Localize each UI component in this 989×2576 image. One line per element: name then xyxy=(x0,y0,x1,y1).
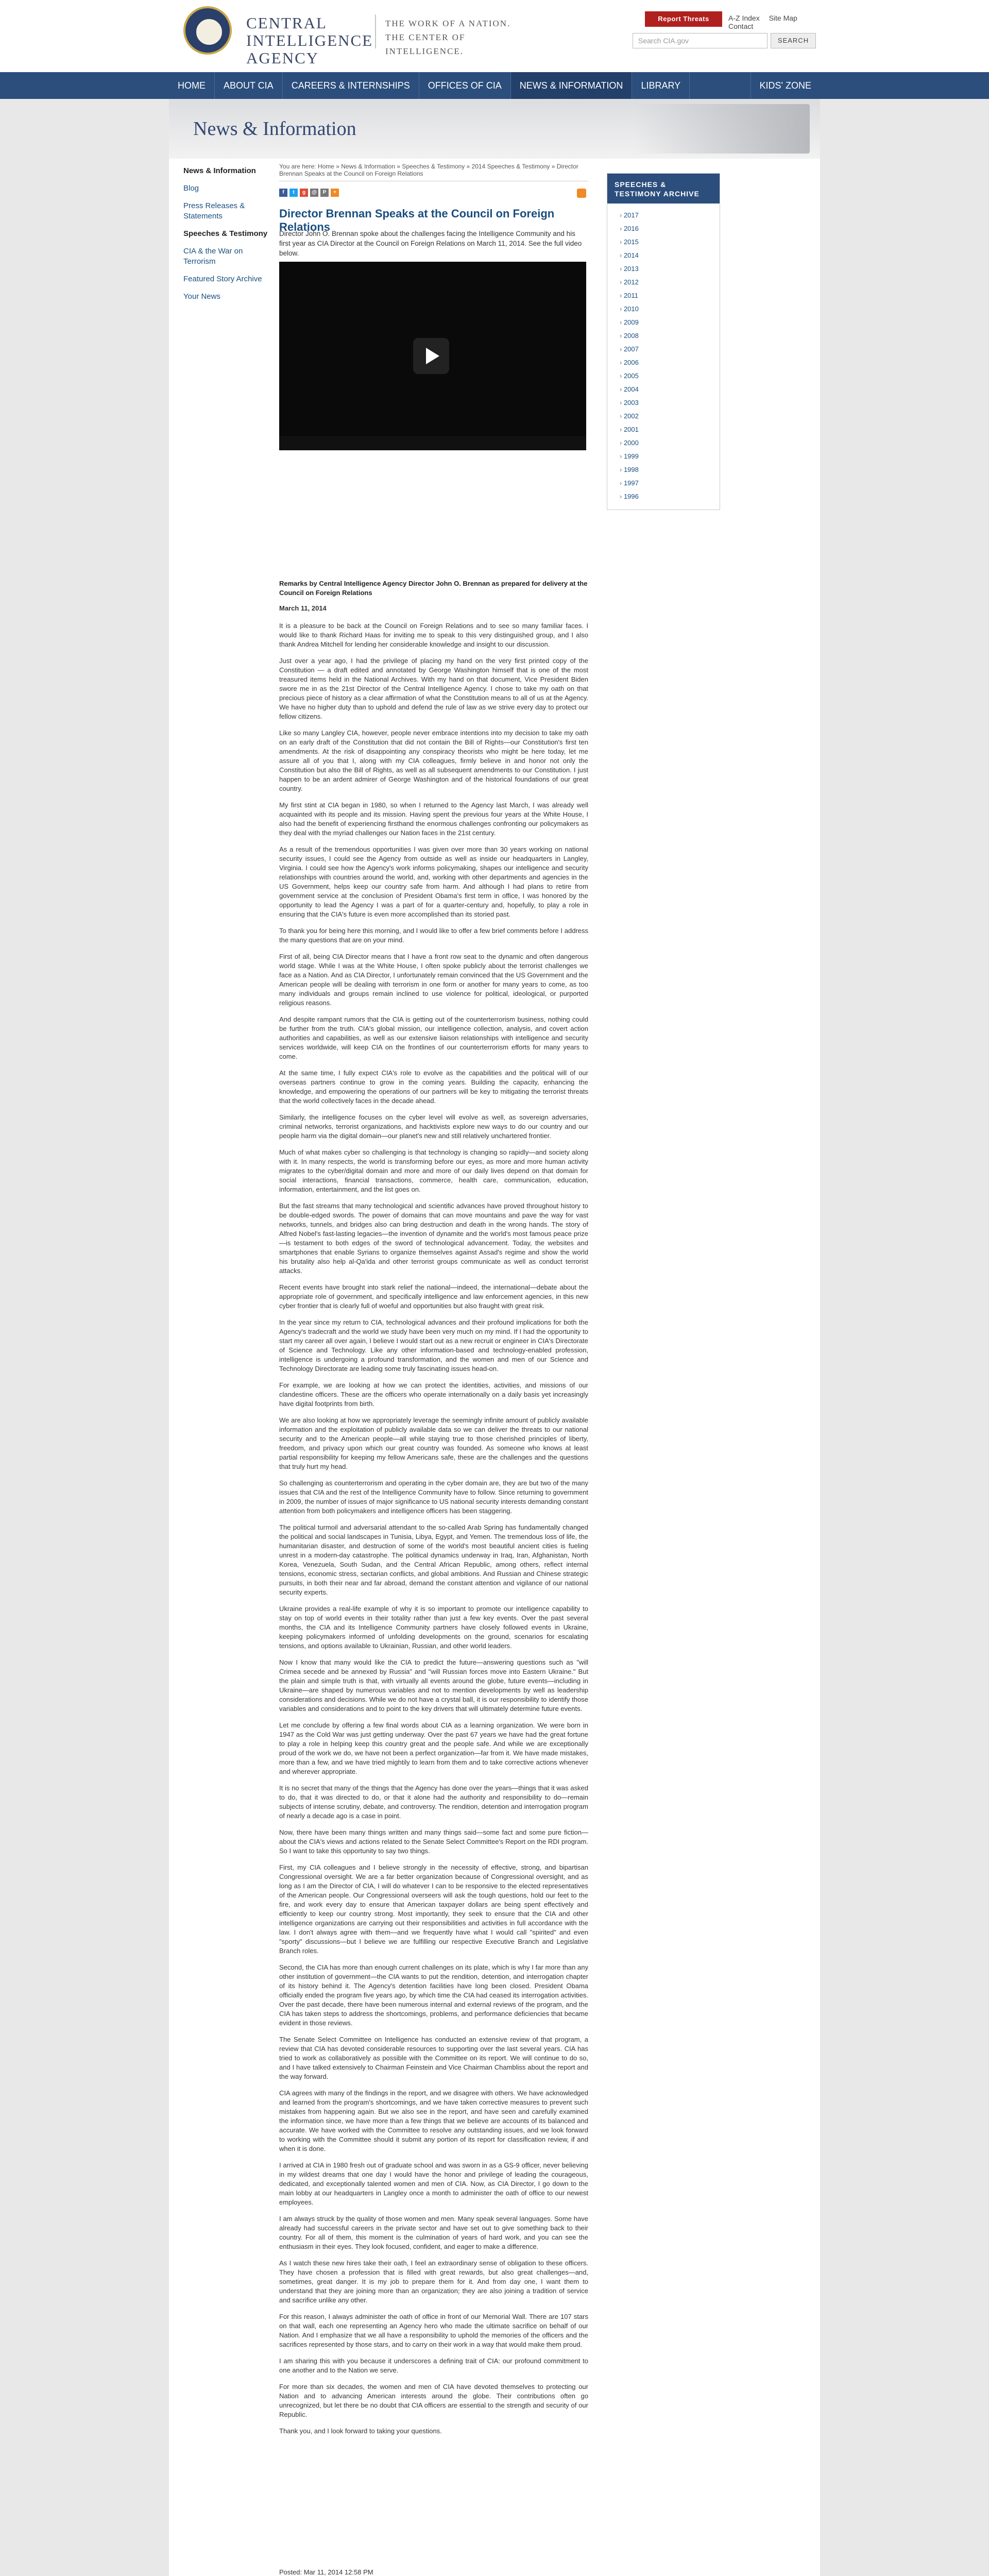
article-paragraph: Now, there have been many things written and many things said—some fact and some pure fiction—about the CIA's views and actions related to the Senate Select Committee's Report on the RDI program. So I want to take this opportunity to say two things. xyxy=(279,1828,588,1855)
archive-year-link[interactable]: › 2007 xyxy=(620,343,707,356)
archive-year-link[interactable]: › 2013 xyxy=(620,262,707,276)
share-bar xyxy=(279,189,339,197)
left-nav xyxy=(183,166,271,309)
article-paragraph: The Senate Select Committee on Intelligence has conducted an extensive review of that program, a review that CIA has devoted considerable resources to supporting over the last several years. CIA has tried to work as collaboratively as possible with the Committee on its report. We will continue to do so, and I have talked extensively to Chairman Feinstein and Vice Chairman Chambliss about the report and the way forward. xyxy=(279,2036,588,2080)
article-paragraph: And despite rampant rumors that the CIA is getting out of the counterterrorism business, nothing could be further from the truth. CIA's global mission, our intelligence collection, analysis, and covert action authorities and capabilities, as well as our extensive liaison relationships with intelligence and security services worldwide, will keep CIA on the frontlines of our counterterrorism efforts for many years to come. xyxy=(279,1015,588,1060)
archive-year-link[interactable]: › 2012 xyxy=(620,276,707,289)
article-paragraph: I am sharing this with you because it underscores a defining trait of CIA: our profound commitment to one another and to the Nation we serve. xyxy=(279,2357,588,2374)
archive-heading: SPEECHES & TESTIMONY ARCHIVE xyxy=(607,174,720,204)
article-paragraph: As a result of the tremendous opportunities I was given over more than 30 years working on national security issues, I could see the Agency from outside as well as inside our headquarters in Langley, Virginia. I could see how the Agency's work informs policymaking, shapes our intelligence and security relationships with countries around the world, and, working with other departments and agencies in the US Government, helps keep our country safe from harm. And although I had plans to retire from government service at the conclusion of President Obama's first term in office, I was honored by the opportunity to lead the Agency I was a part of for a quarter-century and, hopefully, to play a role in ensuring that the CIA's future is even more accomplished than its storied past. xyxy=(279,845,588,918)
main-container xyxy=(169,99,820,2576)
archive-year-link[interactable]: › 2001 xyxy=(620,423,707,436)
top-links xyxy=(728,14,820,30)
posted-date: Posted: Mar 11, 2014 12:58 PM xyxy=(279,2568,373,2576)
article-paragraph: My first stint at CIA began in 1980, so when I returned to the Agency last March, I was already well acquainted with its people and its mission. Having spent the previous four years at the White House, I also had the benefit of experiencing firsthand the enormous challenges confronting our policymakers as they deal with the myriad challenges our Nation faces in the 21st century. xyxy=(279,801,588,837)
article-paragraph: To thank you for being here this morning, and I would like to offer a few brief comments before I address the many questions that are on your mind. xyxy=(279,927,588,944)
article-paragraph: Now I know that many would like the CIA to predict the future—answering questions such as "will Crimea secede and be annexed by Russia" and "will Russian forces move into Eastern Ukraine." But the plain and simple truth is that, with virtually all events around the globe, future events—including in Ukraine—are shaped by numerous variables and not to mention developments by well as leadership considerations and decisions. While we do not have a crystal ball, it is our responsibility to identify those variables and considerations and to point to the key drivers that will ultimately determine future events. xyxy=(279,1658,588,1713)
archive-year-link[interactable]: › 1997 xyxy=(620,477,707,490)
video-controls[interactable] xyxy=(279,436,586,450)
archive-year-link[interactable]: › 1996 xyxy=(620,490,707,503)
article-paragraph: Thank you, and I look forward to taking your questions. xyxy=(279,2427,442,2435)
left-nav-item-news[interactable]: News & Information xyxy=(183,166,256,175)
article-paragraph: As I watch these new hires take their oath, I feel an extraordinary sense of obligation to these officers. They have chosen a profession that is filled with great rewards, but also great challenges—and, sometimes, great danger. It is my job to prepare them for it. And from day one, I want them to understand that they are joining more than an organization; they are also joining a tradition of service and sacrifice unlike any other. xyxy=(279,2259,588,2304)
article-paragraph: First of all, being CIA Director means that I have a front row seat to the dynamic and often dangerous world stage. While I was at the White House, I often spoke publicly about the terrorist challenges we face as a Nation. And as CIA Director, I unfortunately remain convinced that the US Government and the American people will be dealing with terrorism in one form or another for many years to come, as too many individuals and groups remain inclined to use violence for political, ideological, or purported religious reasons. xyxy=(279,953,588,1007)
top-link-az[interactable]: A-Z Index xyxy=(728,14,760,22)
rss-icon[interactable] xyxy=(577,189,586,198)
article-paragraph: But the fast streams that many technological and scientific advances have proved throughout history to be double-edged swords. The power of domains that can move mountains and pave the way for vast networks, tunnels, and bridges also can bring destruction and death in the wrong hands. The story of Alfred Nobel's fast-lasting legacies—the invention of dynamite and the world's most famous peace prize—is testament to both edges of the sword of technological advancement. Today, the websites and smartphones that enable Syrians to organize themselves against Assad's regime and show the world his brutality also help al-Qa'ida and other terrorist groups communicate as well as conduct terrorist attacks. xyxy=(279,1202,588,1275)
article-paragraph: Similarly, the intelligence focuses on the cyber level will evolve as well, as sovereign adversaries, criminal networks, terrorist organizations, and hacktivists explore new ways to do our country and our people harm via the digital domain—our planet's new and still relatively unchartered frontier. xyxy=(279,1113,588,1140)
nav-offices[interactable]: OFFICES OF CIA xyxy=(419,72,511,99)
header-divider xyxy=(375,14,376,48)
tagline: THE WORK OF A NATION. THE CENTER OF INTELLIGENCE. xyxy=(385,19,511,56)
article-intro: Director John O. Brennan spoke about the challenges facing the Intelligence Community and his first year as CIA Director at the Council on Foreign Relations on March 11, 2014. See the full video below. xyxy=(279,230,582,257)
left-nav-item-blog[interactable]: Blog xyxy=(183,184,199,193)
share-icon[interactable]: + xyxy=(331,189,339,197)
article-paragraph: Ukraine provides a real-life example of why it is so important to promote our intelligence capability to stay on top of world events in their totality rather than just a few key events. Over the past several months, the CIA and its Intelligence Community partners have closely followed events in Ukraine, keeping policymakers informed of unfolding developments on the ground, scenarios for escalating tensions, and options available to Ukrainian, Russian, and other world leaders. xyxy=(279,1605,588,1650)
search-input[interactable]: Search CIA.gov xyxy=(633,33,768,48)
archive-year-link[interactable]: › 2010 xyxy=(620,302,707,316)
archive-year-list xyxy=(607,204,720,509)
article-paragraph: In the year since my return to CIA, technological advances and their profound implications for both the Agency's tradecraft and the world we study have been very much on my mind. If I had the opportunity to start my career all over again, I believe I would start out as a new recruit or engineer in CIA's Directorate of Science and Technology. Like any other information-based and technology-enabled profession, intelligence is undergoing a profound transformation, and the women and men of our Science and Technology Directorate are leading some truly fascinating issues head-on. xyxy=(279,1318,588,1372)
archive-year-link[interactable]: › 2009 xyxy=(620,316,707,329)
archive-year-link[interactable]: › 2011 xyxy=(620,289,707,302)
left-nav-item-featured-archive[interactable]: Featured Story Archive xyxy=(183,275,262,283)
nav-home[interactable]: HOME xyxy=(169,72,215,99)
speeches-archive-box xyxy=(607,173,720,510)
archive-year-link[interactable]: › 2003 xyxy=(620,396,707,410)
archive-year-link[interactable]: › 2015 xyxy=(620,235,707,249)
remarks-heading: Remarks by Central Intelligence Agency Director John O. Brennan as prepared for delivery at the Council on Foreign Relations xyxy=(279,580,588,597)
article-paragraph: For more than six decades, the women and men of CIA have devoted themselves to protecting our Nation and to advancing American interests around the globe. Their contributions often go unrecognized, but let there be no doubt that CIA officers are essential to the strength and security of our Republic. xyxy=(279,2383,588,2418)
article-paragraph: Second, the CIA has more than enough current challenges on its plate, which is why I far more than any other institution of government—the CIA wants to put the rendition, detention, and interrogation chapter of its history behind it. The Agency's detention facilities have long been closed. President Obama officially ended the program five years ago, by which time the CIA had ceased its interrogation activities. Over the past decade, there have been numerous internal and external reviews of the program, and the CIA has taken steps to address the shortcomings, problems, and performance deficiencies that became evident in those reviews. xyxy=(279,1963,588,2027)
site-header xyxy=(0,0,989,72)
search-button[interactable]: SEARCH xyxy=(771,33,816,48)
nav-news[interactable]: NEWS & INFORMATION xyxy=(511,72,633,99)
archive-year-link[interactable]: › 2006 xyxy=(620,356,707,369)
article-paragraph: It is a pleasure to be back at the Council on Foreign Relations and to see so many familiar faces. I would like to thank Richard Haas for inviting me to speak to this very distinguished group, and I also thank Andrea Mitchell for lending her considerable knowledge and insight to our discussion. xyxy=(279,622,588,648)
play-button-icon[interactable] xyxy=(413,338,449,374)
nav-kids[interactable]: KIDS' ZONE xyxy=(751,72,820,99)
article-paragraph: We are also looking at how we appropriately leverage the seemingly infinite amount of publicly available information and the exploitation of publicly available data so we can deliver the threats to our national security and to the American people—all while staying true to those cherished principles of liberty, freedom, and privacy upon which our great country was founded. As someone who knows at least partial responsibility for keeping my fellow Americans safe, these are the challenges and the questions that truly hurt my head. xyxy=(279,1416,588,1470)
nav-about[interactable]: ABOUT CIA xyxy=(215,72,283,99)
archive-year-link[interactable]: › 1999 xyxy=(620,450,707,463)
article-paragraph: So challenging as counterterrorism and operating in the cyber domain are, they are but two of the many issues that CIA and the rest of the Intelligence Community have to follow. Since returning to government in 2009, the number of issues of major significance to US national security interests demanding constant attention from both policymakers and intelligence officers has been staggering. xyxy=(279,1479,588,1515)
post-dates xyxy=(279,2568,393,2576)
archive-year-link[interactable]: › 2014 xyxy=(620,249,707,262)
left-nav-item-speeches[interactable]: Speeches & Testimony xyxy=(183,229,268,238)
archive-year-link[interactable]: › 2005 xyxy=(620,369,707,383)
archive-year-link[interactable]: › 2004 xyxy=(620,383,707,396)
report-threats-button[interactable]: Report Threats xyxy=(645,11,722,27)
breadcrumb-text[interactable]: You are here: Home » News & Information » Speeches & Testimony » 2014 Speeches & Testimony » Director Brennan Speaks at the Council on Foreign Relations xyxy=(279,163,578,177)
article-paragraph: Let me conclude by offering a few final words about CIA as a learning organization. We were born in 1947 as the Cold War was just getting underway. Over the past 67 years we have had the great fortune to play a role in helping keep this country great and the people safe. And while we are exceptionally proud of the work we do, we have not been a perfect organization—far from it. We have made mistakes, more than a few, and we have tried mightily to learn from them and to take corrective actions whenever and wherever appropriate. xyxy=(279,1721,588,1775)
top-link-sitemap[interactable]: Site Map xyxy=(769,14,797,22)
left-nav-item-your-news[interactable]: Your News xyxy=(183,292,220,301)
article-paragraph: Just over a year ago, I had the privilege of placing my hand on the very first printed copy of the Constitution — a draft edited and annotated by George Washington himself that is one of the most treasured items held in the National Archives. With my hand on that document, Vice President Biden swore me in as the 21st Director of the Central Intelligence Agency. I chose to take my oath on that precious piece of history as a clear affirmation of what the Constitution means to all of us at the Agency. We have no higher duty than to uphold and defend the rule of law as we strive every day to protect our fellow citizens. xyxy=(279,657,588,720)
facebook-icon[interactable]: f xyxy=(279,189,287,197)
section-banner-image xyxy=(635,104,810,154)
section-banner xyxy=(169,99,820,159)
article-paragraph: I am always struck by the quality of those women and men. Many speak several languages. Some have already had successful careers in the private sector and have set out to give something back to their country. For all of them, this moment is the culmination of years of hard work, and you can see the enthusiasm in their eyes. They look focused, confident, and eager to make a difference. xyxy=(279,2215,588,2250)
print-icon[interactable]: P xyxy=(320,189,329,197)
nav-careers[interactable]: CAREERS & INTERNSHIPS xyxy=(283,72,419,99)
article-paragraph: It is no secret that many of the things that the Agency has done over the years—things that it was asked to do, that it was directed to do, or that it alone had the authority and responsibility to do—remain subjects of intense scrutiny, debate, and controversy. The rendition, detention and interrogation program of nearly a decade ago is a case in point. xyxy=(279,1784,588,1820)
archive-year-link[interactable]: › 1998 xyxy=(620,463,707,477)
googleplus-icon[interactable]: g xyxy=(300,189,308,197)
article-paragraph: First, my CIA colleagues and I believe strongly in the necessity of effective, strong, and bipartisan Congressional oversight. We are a far better organization because of Congressional oversight, and as long as I am the Director of CIA, I will do whatever I can to be responsive to the elected representatives of the American people. Our Congressional overseers will ask the tough questions, hold our feet to the fire, and work every day to ensure that American taxpayer dollars are being spent effectively and efficiently to keep our country strong. Most importantly, they seek to ensure that the CIA and other intelligence organizations are carrying out their responsibilities and activities in full accordance with the law. I don't always agree with them—and we frequently have what I would call "spirited" and even "sporty" discussions—but I believe we are fulfilling our respective Executive Branch and Legislative Branch roles. xyxy=(279,1863,588,1955)
video-player[interactable] xyxy=(279,262,586,450)
speech-date: March 11, 2014 xyxy=(279,604,327,612)
top-link-contact[interactable]: Contact xyxy=(728,22,754,30)
article-title: Director Brennan Speaks at the Council on Foreign Relations xyxy=(279,207,555,233)
cia-seal-icon[interactable] xyxy=(183,6,232,55)
article-paragraph: For this reason, I always administer the oath of office in front of our Memorial Wall. There are 107 stars on that wall, each one representing an Agency hero who made the ultimate sacrifice on behalf of our Nation. And I emphasize that we all have a responsibility to uphold the memories of the officers and the sacrifices represented by those stars, and to carry on their work in a way that would make them proud. xyxy=(279,2313,588,2348)
article-body xyxy=(279,579,588,2443)
article-paragraph: Much of what makes cyber so challenging is that technology is changing so rapidly—and society along with it. In many respects, the world is transforming before our eyes, as more and more human activity migrates to the cyber/digital domain and more and more of our daily lives depend on that domain for social interactions, financial transactions, commerce, health care, communication, education, information, entertainment, and the list goes on. xyxy=(279,1148,588,1193)
archive-year-link[interactable]: › 2008 xyxy=(620,329,707,343)
archive-year-link[interactable]: › 2002 xyxy=(620,410,707,423)
article-paragraph: The political turmoil and adversarial attendant to the so-called Arab Spring has fundamentally changed the political and social landscapes in Tunisia, Libya, Egypt, and Yemen. The tremendous loss of life, the humanitarian disaster, and destruction of some of the world's most beautiful ancient cities is fueling unrest in a modern-day catastrophe. The political dynamics underway in Iraq, Iran, Afghanistan, North Korea, Venezuela, South Sudan, and the Central African Republic, among others, reflect internal tensions, economic stress, sectarian conflicts, and global ambitions. And Russian and Chinese strategic pursuits, in both their near and far abroad, demand the constant attention and vigilance of our national security experts. xyxy=(279,1523,588,1596)
agency-name[interactable]: CENTRAL INTELLIGENCE AGENCY xyxy=(246,14,373,67)
nav-library[interactable]: LIBRARY xyxy=(632,72,690,99)
article-paragraph: At the same time, I fully expect CIA's role to evolve as the capabilities and the political will of our overseas partners continue to grow in the coming years. Building the capacity, enhancing the knowledge, and empowering the operations of our partners will be key to mitigating the terrorist threats that the world collectively faces in the decade ahead. xyxy=(279,1069,588,1105)
section-title: News & Information xyxy=(193,118,356,140)
twitter-icon[interactable]: t xyxy=(289,189,298,197)
left-nav-item-press[interactable]: Press Releases & Statements xyxy=(183,201,245,221)
article-paragraph: For example, we are looking at how we can protect the identities, activities, and missions of our clandestine officers. These are the officers who operate internationally on a daily basis yet increasingly have digital footprints from birth. xyxy=(279,1381,588,1408)
archive-year-link[interactable]: › 2016 xyxy=(620,222,707,235)
article-paragraph: CIA agrees with many of the findings in the report, and we disagree with others. We have acknowledged and learned from the program's shortcomings, and we have taken corrective measures to prevent such mistakes from happening again. But we also see in the report, and have seen and carefully examined the information since, we have more than a few things that we believe are accounts of its balanced and accurate. We have worked with the Committee to resolve any outstanding issues, and we look forward to working with the Committee should it submit any portion of its report for classification review, if and when it is done. xyxy=(279,2089,588,2153)
archive-year-link[interactable]: › 2017 xyxy=(620,209,707,222)
email-icon[interactable]: @ xyxy=(310,189,318,197)
breadcrumb xyxy=(279,163,588,181)
article-paragraph: I arrived at CIA in 1980 fresh out of graduate school and was sworn in as a GS-9 officer, never believing in my wildest dreams that one day I would have the honor and privilege of leading the courageous, dedicated, and exceptionally talented women and men of CIA. Now, as CIA Director, I go down to the main lobby at our headquarters in Langley once a month to administer the oath of office to our newest employees. xyxy=(279,2161,588,2206)
archive-year-link[interactable]: › 2000 xyxy=(620,436,707,450)
left-nav-item-war-on-terrorism[interactable]: CIA & the War on Terrorism xyxy=(183,247,243,266)
article-paragraphs xyxy=(279,621,588,2436)
main-nav xyxy=(0,72,989,99)
article-paragraph: Like so many Langley CIA, however, people never embrace intentions into my decision to take my oath on an early draft of the Constitution that did not contain the Bill of Rights—our Constitution's first ten amendments. At the risk of disappointing any conspiracy theorists who might be here today, let me assure all of you that I, along with my CIA colleagues, firmly believe in and honor not only the Constitution but also the Bill of Rights, as well as all subsequent amendments to our Constitution. I just happen to be an ardent admirer of George Washington and of the historical foundations of our great country. xyxy=(279,729,588,792)
article-paragraph: Recent events have brought into stark relief the national—indeed, the international—debate about the appropriate role of government, and specifically intelligence and law enforcement agencies, in this new cyber frontier that is clearly full of woeful and opportunities but also fraught with great risk. xyxy=(279,1283,588,1310)
